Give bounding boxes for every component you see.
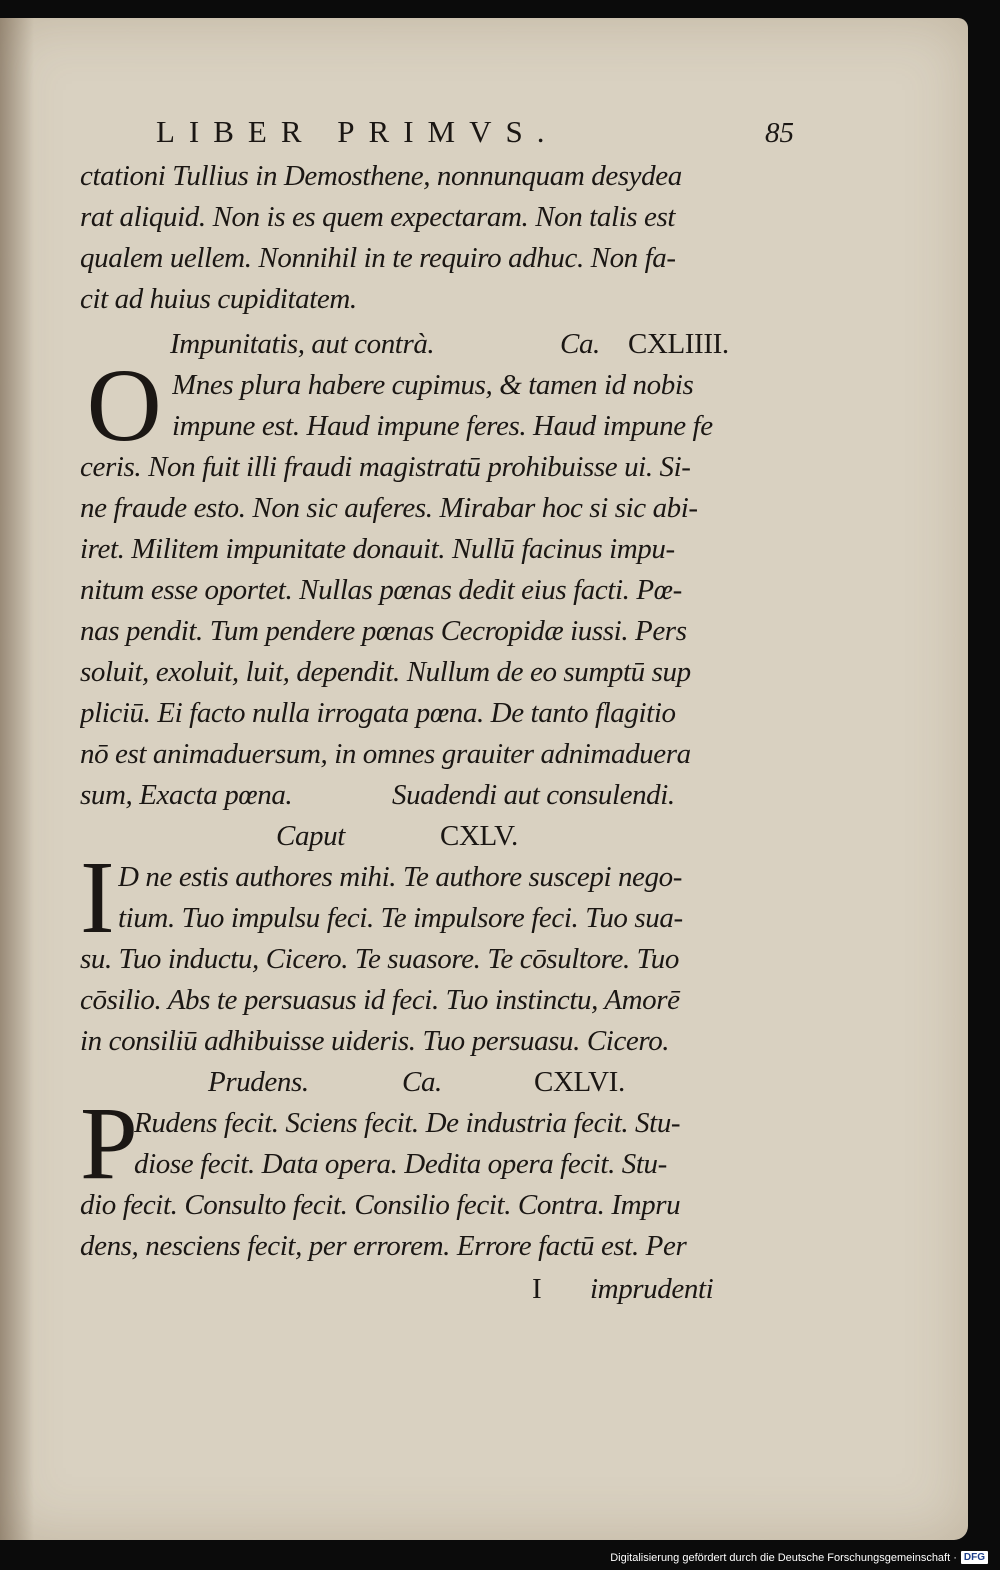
decorated-initial: P	[80, 1103, 138, 1201]
text-line: dio fecit. Consulto fecit. Consilio fecit. Contra. Impru	[80, 1189, 681, 1221]
chapter-title: Impunitatis, aut contrà.	[170, 328, 435, 360]
dfg-logo-icon: DFG	[961, 1551, 988, 1564]
chapter-title: Prudens.	[208, 1066, 309, 1098]
credit-text: Digitalisierung gefördert durch die Deutsche Forschungsgemeinschaft ·	[610, 1551, 957, 1564]
text-line: sum, Exacta pœna.	[80, 779, 293, 811]
chapter-abbr: Ca.	[402, 1066, 442, 1098]
text-line: su. Tuo inductu, Cicero. Te suasore. Te cōsultore. Tuo	[80, 943, 680, 975]
text-line: soluit, exoluit, luit, dependit. Nullum de eo sumptū sup	[80, 656, 691, 688]
text-line: dens, nesciens fecit, per errorem. Errore factū est. Per	[80, 1230, 687, 1262]
text-line: D ne estis authores mihi. Te authore suscepi nego-	[118, 861, 682, 893]
decorated-initial: O	[86, 365, 162, 463]
paragraph-145	[80, 857, 780, 1062]
text-line: nō est animaduersum, in omnes grauiter adnimaduera	[80, 738, 691, 770]
text-line: in consiliū adhibuisse uideris. Tuo persuasu. Cicero.	[80, 1025, 670, 1057]
signature-mark: I	[532, 1273, 542, 1305]
signature-catchword-line	[80, 1269, 780, 1310]
book-page	[0, 18, 968, 1540]
chapter-heading-144	[80, 324, 780, 365]
decorated-initial: I	[80, 857, 115, 955]
paragraph-144	[80, 365, 780, 816]
text-line: impune est. Haud impune feres. Haud impune fe	[172, 410, 713, 442]
catchword: imprudenti	[590, 1273, 714, 1305]
text-line: cōsilio. Abs te persuasus id feci. Tuo instinctu, Amorē	[80, 984, 680, 1016]
text-line: ceris. Non fuit illi fraudi magistratū prohibuisse ui. Si-	[80, 451, 691, 483]
text-line-with-heading	[80, 775, 780, 816]
chapter-caput: Caput	[276, 820, 345, 852]
opening-paragraph	[80, 156, 780, 320]
text-line: nitum esse oportet. Nullas pœnas dedit eius facti. Pœ-	[80, 574, 682, 606]
text-line: qualem uellem. Nonnihil in te requiro adhuc. Non fa-	[80, 242, 676, 274]
page-spine-shadow	[0, 18, 34, 1540]
text-block	[80, 114, 794, 1310]
text-line: Mnes plura habere cupimus, & tamen id nobis	[172, 369, 694, 401]
chapter-heading-146	[80, 1062, 780, 1103]
text-line: ne fraude esto. Non sic auferes. Mirabar hoc si sic abi-	[80, 492, 698, 524]
text-line: cit ad huius cupiditatem.	[80, 283, 357, 315]
paragraph-146	[80, 1103, 780, 1267]
text-line: iret. Militem impunitate donauit. Nullū facinus impu-	[80, 533, 675, 565]
chapter-number: CXLVI.	[534, 1066, 625, 1098]
chapter-number: CXLV.	[440, 820, 518, 852]
text-line: diose fecit. Data opera. Dedita opera fecit. Stu-	[134, 1148, 667, 1180]
running-head-title: LIBER PRIMVS.	[156, 114, 559, 149]
chapter-abbr: Ca.	[560, 328, 600, 360]
running-head	[80, 114, 794, 150]
text-line: pliciū. Ei facto nulla irrogata pœna. De tanto flagitio	[80, 697, 676, 729]
text-line: Rudens fecit. Sciens fecit. De industria fecit. Stu-	[134, 1107, 681, 1139]
folio-number: 85	[765, 117, 794, 149]
chapter-number: CXLIIII.	[628, 328, 729, 360]
digitization-credit	[610, 1551, 988, 1564]
text-line: ctationi Tullius in Demosthene, nonnunquam desydea	[80, 160, 682, 192]
text-line: tium. Tuo impulsu feci. Te impulsore feci. Tuo sua-	[118, 902, 683, 934]
text-line: nas pendit. Tum pendere pœnas Cecropidæ iussi. Pers	[80, 615, 687, 647]
chapter-title: Suadendi aut consulendi.	[392, 779, 675, 811]
chapter-heading-145	[80, 816, 780, 857]
text-line: rat aliquid. Non is es quem expectaram. Non talis est	[80, 201, 676, 233]
